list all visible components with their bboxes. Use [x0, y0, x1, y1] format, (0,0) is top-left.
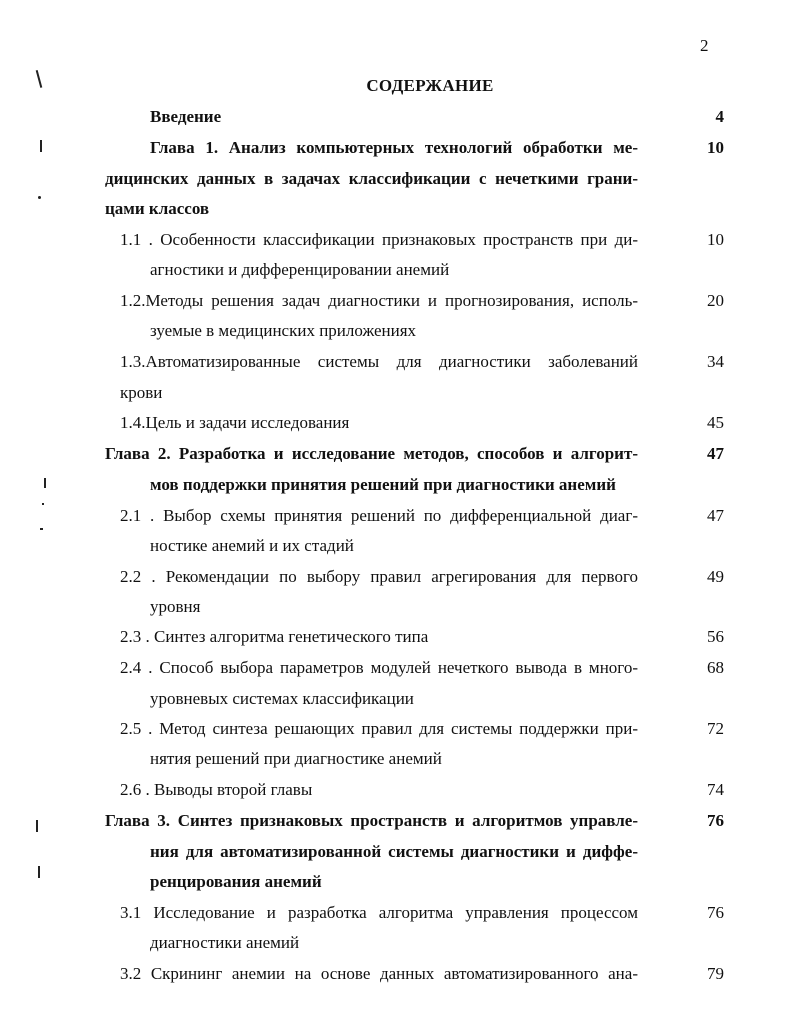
toc-page: 34 [707, 352, 724, 371]
scan-mark [42, 503, 44, 505]
scan-mark [44, 478, 46, 488]
toc-line: 3.2 Скрининг анемии на основе данных автоматизированного ана- [120, 964, 638, 983]
toc-line: диагностики анемий [150, 933, 300, 952]
toc-line: 2.3 . Синтез алгоритма генетического типа [120, 627, 429, 646]
scan-mark [40, 528, 43, 530]
toc-line: мов поддержки принятия решений при диагностики анемий [150, 475, 616, 494]
toc-page: 47 [707, 506, 724, 525]
scan-mark [40, 140, 42, 152]
toc-line: 1.3.Автоматизированные системы для диагностики заболеваний [120, 352, 638, 371]
toc-line: уровня [150, 597, 201, 616]
toc-page: 47 [707, 444, 724, 463]
toc-line: 2.5 . Метод синтеза решающих правил для системы поддержки при- [120, 719, 638, 738]
toc-page: 49 [707, 567, 724, 586]
toc-line: зуемые в медицинских приложениях [150, 321, 417, 340]
toc-page: 76 [707, 811, 724, 830]
toc-page: 56 [707, 627, 724, 646]
toc-line: 1.4.Цель и задачи исследования [120, 413, 350, 432]
toc-line: Глава 1. Анализ компьютерных технологий обработки ме- [150, 138, 638, 157]
toc-line: 2.6 . Выводы второй главы [120, 780, 313, 799]
toc-line: 2.2 . Рекомендации по выбору правил агрегирования для первого [120, 567, 638, 586]
toc-line: ренцирования анемий [150, 872, 322, 891]
toc-page: 4 [715, 107, 724, 126]
toc-page: 68 [707, 658, 724, 677]
toc-line: нятия решений при диагностике анемий [150, 749, 442, 768]
toc-line: 3.1 Исследование и разработка алгоритма управления процессом [120, 903, 638, 922]
toc-line: дицинских данных в задачах классификации с нечеткими грани- [105, 169, 638, 188]
toc-line: цами классов [105, 199, 210, 218]
toc-page: 45 [707, 413, 724, 432]
toc-line: Введение [150, 107, 222, 126]
toc-line: агностики и дифференцировании анемий [150, 260, 450, 279]
toc-line: ния для автоматизированной системы диагностики и диффе- [150, 842, 638, 861]
toc-line: Глава 2. Разработка и исследование методов, способов и алгорит- [105, 444, 638, 463]
scan-mark [38, 196, 41, 199]
toc-page: 74 [707, 780, 724, 799]
scan-mark [38, 866, 40, 878]
toc-page: 72 [707, 719, 724, 738]
toc-page: 10 [707, 138, 724, 157]
toc-line: Глава 3. Синтез признаковых пространств и алгоритмов управле- [105, 811, 638, 830]
toc-line: ностике анемий и их стадий [150, 536, 354, 555]
toc-page: 20 [707, 291, 724, 310]
toc-page: 76 [707, 903, 724, 922]
toc-line: 1.1 . Особенности классификации признаковых пространств при ди- [120, 230, 638, 249]
toc-line: крови [120, 383, 163, 402]
scan-mark [36, 820, 38, 832]
toc-line: 1.2.Методы решения задач диагностики и прогнозирования, исполь- [120, 291, 638, 310]
toc-page: 79 [707, 964, 724, 983]
page-number: 2 [700, 36, 709, 55]
toc-line: уровневых системах классификации [150, 689, 414, 708]
page-title: СОДЕРЖАНИЕ [366, 76, 494, 95]
toc-page: 10 [707, 230, 724, 249]
toc-line: 2.4 . Способ выбора параметров модулей нечеткого вывода в много- [120, 658, 638, 677]
toc-line: 2.1 . Выбор схемы принятия решений по дифференциальной диаг- [120, 506, 638, 525]
